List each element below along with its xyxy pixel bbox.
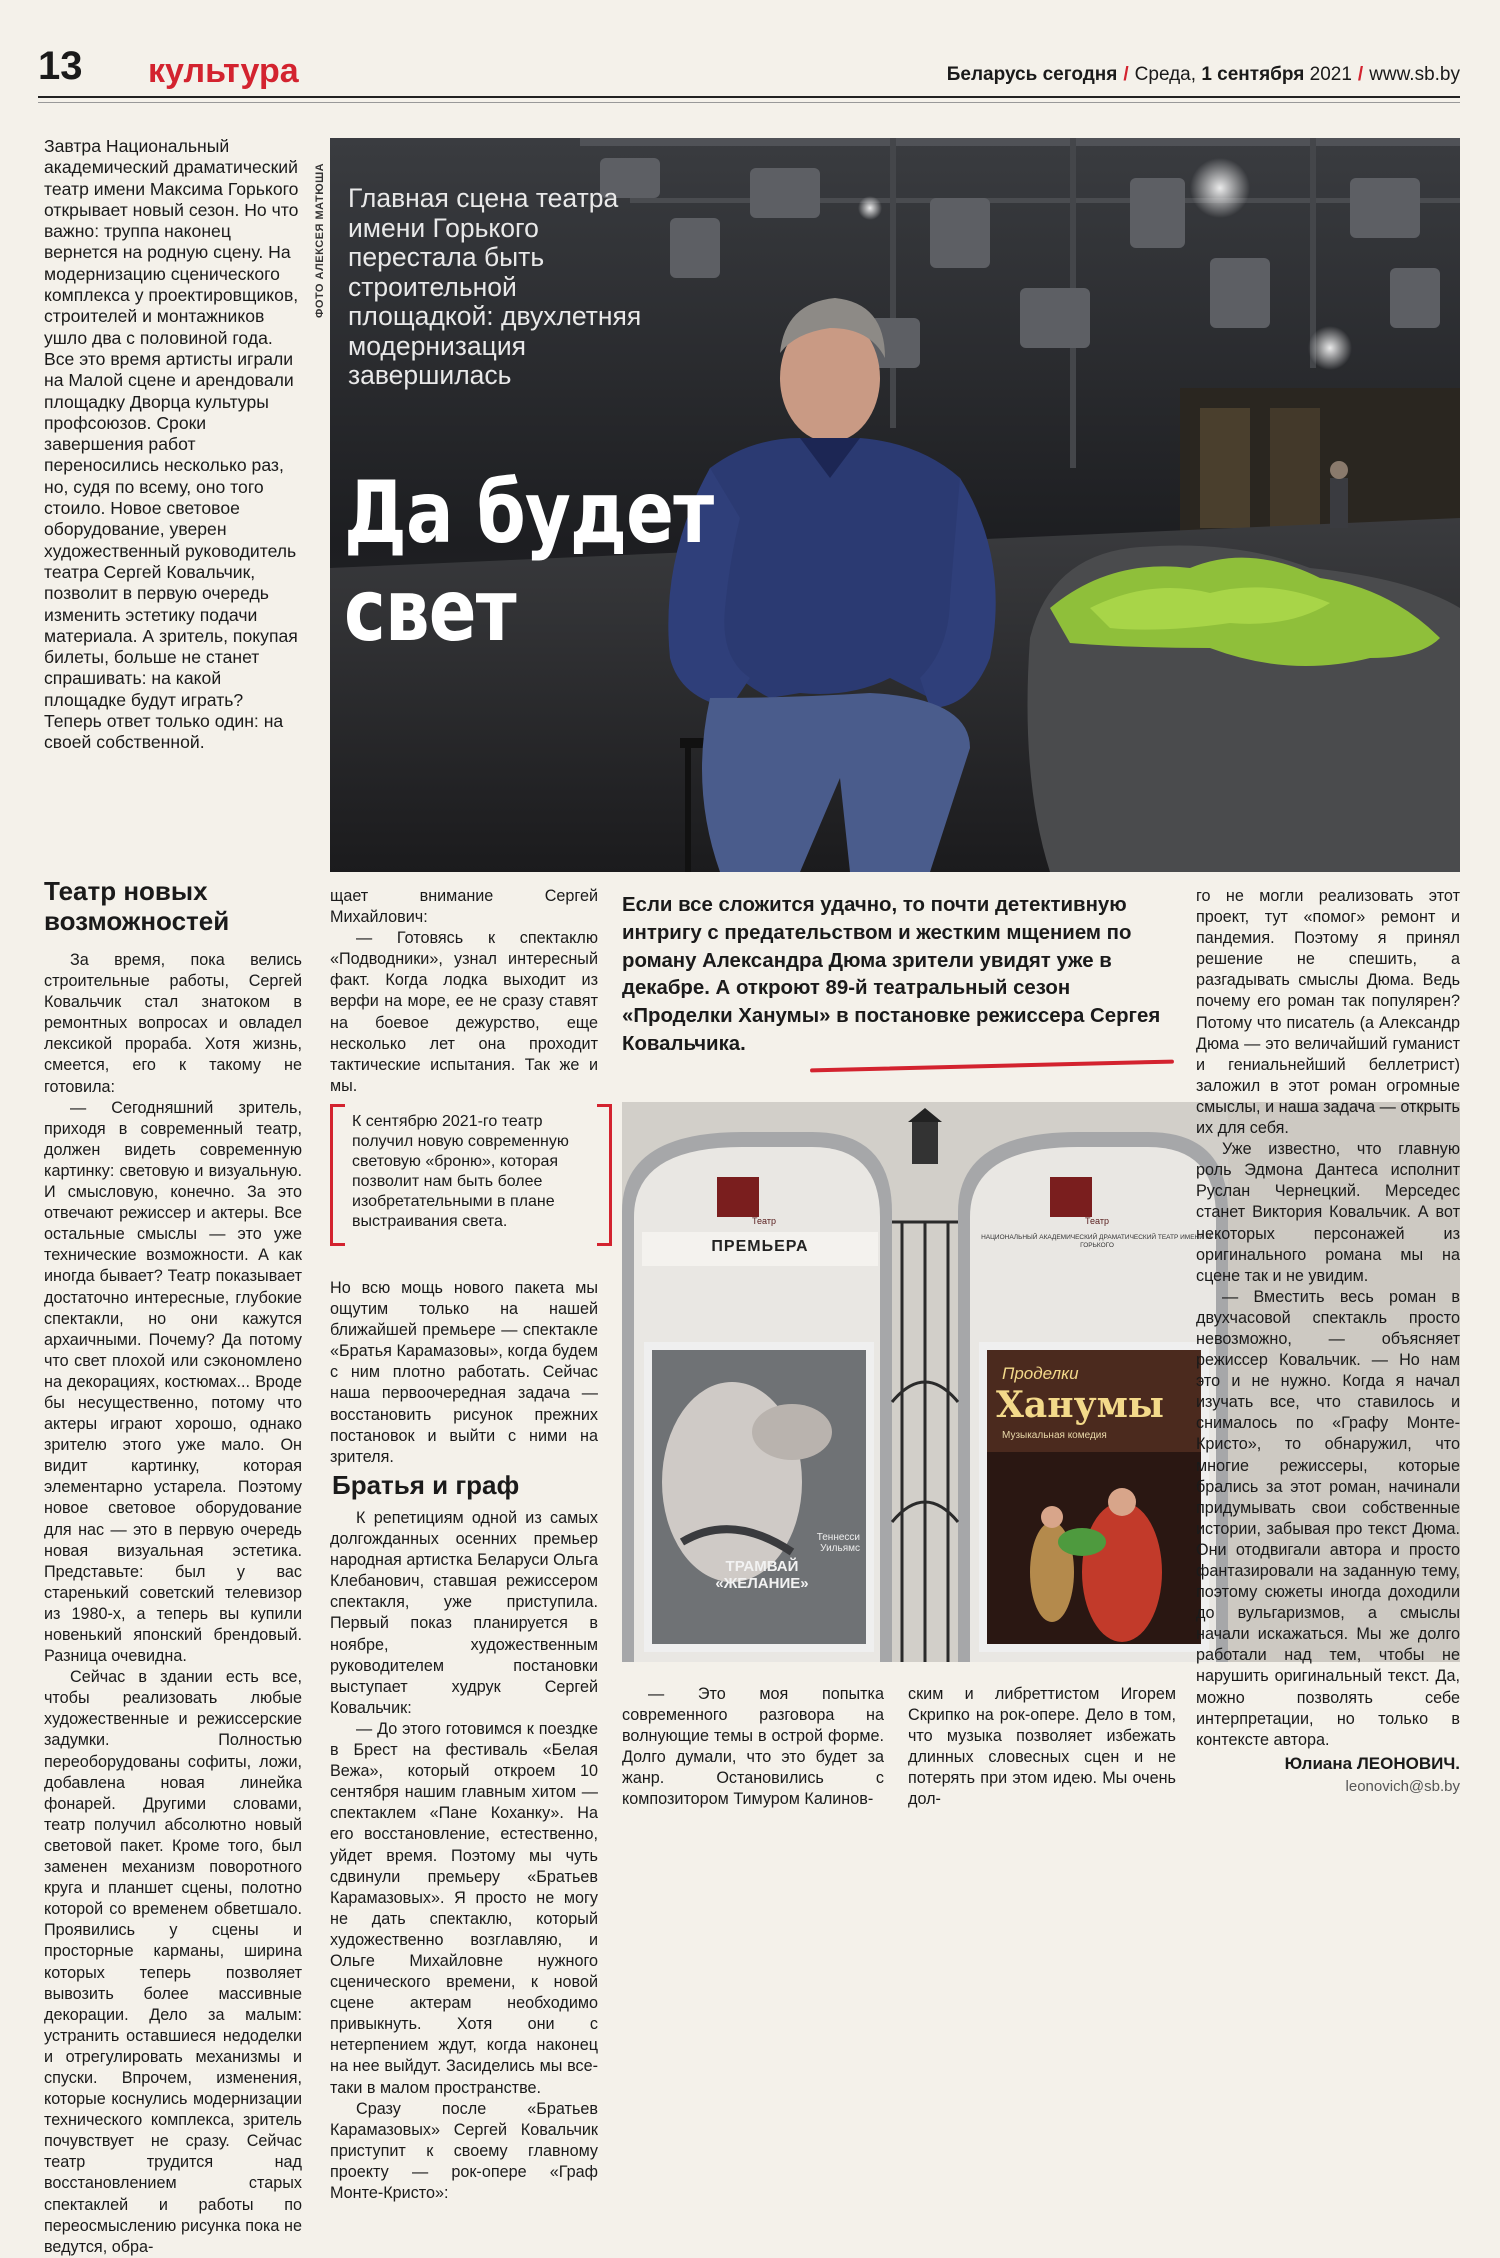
column-1	[44, 950, 302, 2258]
column-2-paragraph: Но всю мощь нового пакета мы ощутим только на нашей ближайшей премьере — спектакле «Братья Карамазовы», когда будем с ним плотно работать. Сейчас наша первоочередная задача — восстановить рисунок прежних постановок и выйти с ними на зрителя.	[330, 1279, 598, 1466]
column-2-bottom	[330, 1508, 598, 2204]
site-link[interactable]: www.sb.by	[1369, 64, 1460, 85]
pull-quote-bracket-left	[330, 1104, 345, 1246]
section-heading-brothers: Братья и граф	[332, 1470, 520, 1500]
column-4	[908, 1684, 1176, 1811]
pull-quote-bracket-right	[597, 1104, 612, 1246]
header-rule	[38, 96, 1460, 98]
pull-quote	[330, 1104, 612, 1240]
photo-credit: ФОТО АЛЕКСЕЯ МАТЮША	[314, 162, 326, 318]
right-poster-subtitle: Музыкальная комедия	[1002, 1430, 1107, 1441]
column-2-paragraph: — До этого готовимся к поездке в Брест на фестиваль «Белая Вежа», который откроем 10 сентября нашим главным хитом — спектаклем «Пане Коханку». На его восстановление, естественно, уйдет время. Поэтому мы чуть сдвинули премьеру «Братьев Карамазовых». Я просто не могу не дать спектаклю, который художественно возглавляю, и Ольге Михайловне нужного сценического времени, к новой сцене актерам необходимо привыкнуть. Хотя они с нетерпением ждут, когда наконец на нее выйдут. Засиделись мы все-таки в малом пространстве.	[330, 1719, 598, 2097]
column-1-paragraph: За время, пока велись строительные работы, Сергей Ковальчик стал знатоком в ремонтных вопросах и овладел лексикой прораба. Хотя жизнь, смеется, его к такому не готовила:	[44, 951, 302, 1096]
column-5	[1196, 886, 1460, 1751]
hero-subtitle: Главная сцена театра имени Горького перестала быть строительной площадкой: двухлетняя модернизация завершилась	[348, 183, 642, 390]
column-3	[622, 1684, 884, 1811]
column-5-paragraph: — Вместить весь роман в двухчасовой спектакль просто невозможно, — объясняет режиссер Ковальчик. — Но нам это и не нужно. Когда я начал изучать все, что ставилось и снималось по «Графу Монте-Кристо», то обнаружил, что многие режиссеры, которые брались за этот роман, начинали придумывать свои собственные истории, забывая про текст Дюма. Они отодвигали автора и просто фантазировали на заданную тему, поэтому сюжеты иногда доходили до вульгаризмов, а смыслы начали искажаться. Мы же долго работали над тем, чтобы не нарушить оригинальный текст. Да, можно позволять себе интерпретации, но только в контексте автора.	[1196, 1287, 1460, 1749]
left-poster-author: Теннесси Уильямс	[816, 1532, 860, 1554]
date-weekday: Среда,	[1134, 64, 1197, 85]
right-logo-text: Театр	[1085, 1216, 1109, 1226]
right-poster-title: Ханумы	[996, 1384, 1165, 1426]
column-2-paragraph: щает внимание Сергей Михайлович:	[330, 887, 598, 927]
column-4-paragraph: ским и либреттистом Игорем Скрипко на рок-опере. Дело в том, что музыка позволяет избежать длинных словесных сцен и не потерять при этом идею. Мы очень дол-	[908, 1685, 1176, 1809]
intro-highlight: Если все сложится удачно, то почти детективную интригу с предательством и жестким мщением по роману Александра Дюма зрители увидят уже в декабре. А откроют 89-й театральный сезон «Проделки Ханумы» в постановке режиссера Сергея Ковальчика.	[622, 894, 1161, 1055]
header-rule-thin	[38, 102, 1460, 103]
theatre-banner: НАЦИОНАЛЬНЫЙ АКАДЕМИЧЕСКИЙ ДРАМАТИЧЕСКИЙ ТЕАТР ИМЕНИ М. ГОРЬКОГО	[981, 1234, 1213, 1249]
pull-quote-text: К сентябрю 2021-го театр получил новую современную световую «броню», которая позволит нам быть более изобретательными в плане выстраивания света.	[352, 1113, 569, 1230]
column-1-paragraph: Сейчас в здании есть все, чтобы реализовать любые художественные и режиссерские задумки. Полностью переоборудованы софиты, ложи, добавлена новая линейка фонарей. Другими словами, театр получил абсолютно новый световой пакет. Кроме того, был заменен механизм поворотного круга и планшет сцены, полотно которой со временем обветшало. Проявились у сцены и просторные карманы, ширина которых теперь позволяет вывозить более массивные декорации. Дело за малым: устранить оставшиеся недоделки и отрегулировать механизмы и спуски. Впрочем, изменения, которые коснулись модернизации технического комплекса, зритель почувствует не сразу. Сейчас театр трудится над восстановлением старых спектаклей и работы по переосмыслению рисунка пока не ведутся, обра-	[44, 1668, 302, 2256]
author-email[interactable]: leonovich@sb.by	[1345, 1778, 1460, 1795]
paper-name: Беларусь сегодня	[946, 64, 1118, 85]
page-number: 13	[38, 44, 83, 88]
column-2-paragraph: — Готовясь к спектаклю «Подводники», узнал интересный факт. Когда лодка выходит из верфи на море, ее не сразу ставят на боевое дежурство, еще несколько лет она проходит тактические испытания. Так же и мы.	[330, 929, 598, 1095]
column-2-top	[330, 886, 598, 1097]
hero-title-line2: свет	[344, 561, 516, 661]
right-poster-top: Проделки	[1002, 1364, 1079, 1383]
date-year: 2021	[1309, 64, 1352, 85]
premiere-label: ПРЕМЬЕРА	[711, 1238, 809, 1255]
divider-slash: /	[1123, 64, 1129, 85]
column-2-paragraph: Сразу после «Братьев Карамазовых» Сергей Ковальчик приступит к своему главному проекту — рок-опере «Граф Монте-Кристо»:	[330, 2099, 598, 2202]
column-5-paragraph: Уже известно, что главную роль Эдмона Дантеса исполнит Руслан Чернецкий. Мерседес станет Виктория Ковальчик. А вот некоторых персонажей из оригинального романа мы на сцене так и не увидим.	[1196, 1140, 1460, 1285]
column-2-middle	[330, 1278, 598, 1468]
author-signature: Юлиана ЛЕОНОВИЧ.	[1284, 1754, 1460, 1773]
section-heading-theatre: Театр новых возможностей	[44, 876, 230, 936]
date-day: 1 сентября	[1201, 64, 1305, 85]
hero-title-line1: Да будет	[344, 463, 714, 563]
section-rubric: культура	[148, 52, 299, 90]
column-2-paragraph: К репетициям одной из самых долгожданных осенних премьер народная артистка Беларуси Ольга Клебанович, ставшая режиссером спектакля, уже приступила. Первый показ планируется в ноябре, художественным руководителем постановки выступает худрук Сергей Ковальчик:	[330, 1509, 598, 1717]
left-logo-text: Театр	[752, 1216, 776, 1226]
red-underline	[810, 1060, 1174, 1073]
hero-title	[344, 464, 713, 660]
left-poster-title: ТРАМВАЙ «ЖЕЛАНИЕ»	[715, 1558, 809, 1592]
divider-slash: /	[1357, 64, 1364, 85]
column-1-paragraph: — Сегодняшний зритель, приходя в современный театр, должен видеть современную картинку: световую и визуальную. И смысловую, конечно. За это отвечают режиссер и актеры. Все остальные смыслы — это уже технические возможности. А как иногда бывает? Театр показывает достаточно интересные, глубокие спектакли, но они кажутся архаичными. Почему? Да потому что свет плохой или сэкономлено на декорациях, костюмах... Вроде бы несущественно, потому что актеры играют хорошо, однако зрителю этого уже мало. Он видит картинку, которая элементарно устарела. Поэтому новое световое оборудование для нас — это в первую очередь новая визуальная эстетика. Представьте: был у вас старенький советский телевизор из 1980-х, а теперь вы купили новенький японский брендовый. Разница очевидна.	[44, 1098, 302, 1666]
lead-text: Завтра Национальный академический драматический театр имени Максима Горького открывает новый сезон. Но что важно: труппа наконец вернется на родную сцену. На модернизацию сценического комплекса у проектировщиков, строителей и монтажников ушло два с половиной года. Все это время артисты играли на Малой сцене и арендовали площадку Дворца культуры профсоюзов. Сроки завершения работ переносились несколько раз, но, судя по всему, оно того стоило. Новое световое оборудование, уверен художественный руководитель театра Сергей Ковальчик, позволит в первую очередь изменить эстетику подачи материала. А зритель, покупая билеты, больше не станет спрашивать: на какой площадке будут играть? Теперь ответ только один: на своей собственной.	[44, 136, 299, 753]
column-5-paragraph: го не могли реализовать этот проект, тут «помог» ремонт и пандемия. Поэтому я принял решение не спешить, а разгадывать смыслы Дюма. Ведь почему его роман так популярен? Потому что писатель (а Александр Дюма — это величайший гуманист и гениальнейший беллетрист) заложил в этот роман огромные смыслы, и наша задача — открыть их для себя.	[1196, 887, 1460, 1138]
masthead	[947, 64, 1460, 86]
column-3-paragraph: — Это моя попытка современного разговора на волнующие темы в острой форме. Долго думали, что это будет за жанр. Остановились с композитором Тимуром Калинов-	[622, 1685, 884, 1809]
